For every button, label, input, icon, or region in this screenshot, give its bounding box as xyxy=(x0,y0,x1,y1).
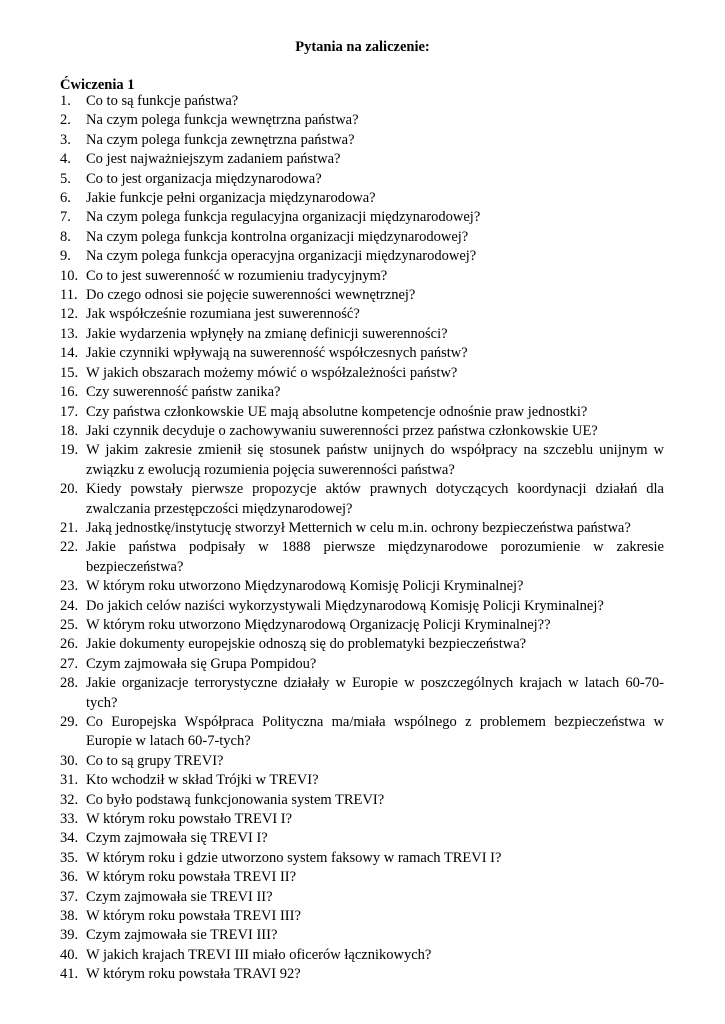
question-text: Czym zajmowała sie TREVI III? xyxy=(86,927,278,944)
question-number: 16. xyxy=(60,384,79,401)
question-item xyxy=(60,791,664,810)
question-item xyxy=(60,519,664,538)
question-item xyxy=(60,616,664,635)
question-number: 22. xyxy=(60,539,79,556)
question-item xyxy=(60,946,664,965)
question-item xyxy=(60,305,664,324)
section-heading: Ćwiczenia 1 xyxy=(60,77,135,93)
question-text: W jakich krajach TREVI III miało oficerów łącznikowych? xyxy=(86,946,432,963)
question-text: Na czym polega funkcja zewnętrzna państwa? xyxy=(86,131,355,148)
question-text: Co Europejska Współpraca Polityczna ma/miała wspólnego z problemem bezpieczeństwa w Europie w latach 60-7-tych? xyxy=(86,714,664,750)
question-text: Czym zajmowała sie TREVI II? xyxy=(86,888,273,905)
question-item xyxy=(60,247,664,266)
question-item xyxy=(60,383,664,402)
question-number: 40. xyxy=(60,946,79,963)
question-text: W którym roku powstała TRAVI 92? xyxy=(86,966,301,983)
question-text: Czy państwa członkowskie UE mają absolutne kompetencje odnośnie praw jednostki? xyxy=(86,403,588,420)
question-number: 29. xyxy=(60,714,79,730)
question-number: 28. xyxy=(60,675,79,692)
question-text: Czy suwerenność państw zanika? xyxy=(86,384,281,401)
question-item xyxy=(60,267,664,286)
question-item xyxy=(60,364,664,383)
question-number: 5. xyxy=(60,170,71,187)
question-number: 15. xyxy=(60,364,79,381)
question-item xyxy=(60,480,664,519)
question-number: 11. xyxy=(60,287,78,304)
question-number: 19. xyxy=(60,442,79,459)
question-item xyxy=(60,150,664,169)
question-number: 14. xyxy=(60,345,79,362)
question-text: W którym roku powstała TREVI II? xyxy=(86,869,297,886)
question-item xyxy=(60,655,664,674)
question-item xyxy=(60,131,664,150)
question-item xyxy=(60,849,664,868)
question-item xyxy=(60,92,664,111)
question-item xyxy=(60,888,664,907)
question-number: 3. xyxy=(60,131,71,148)
question-item xyxy=(60,538,664,577)
question-number: 18. xyxy=(60,422,79,439)
question-number: 41. xyxy=(60,966,79,983)
question-text: Jaką jednostkę/instytucję stworzył Metternich w celu m.in. ochrony bezpieczeństwa państwa? xyxy=(86,519,631,536)
question-number: 2. xyxy=(60,112,71,129)
question-number: 23. xyxy=(60,578,79,595)
question-item xyxy=(60,170,664,189)
question-text: Jakie państwa podpisały w 1888 pierwsze międzynarodowe porozumienie w zakresie bezpieczeństwa? xyxy=(86,539,664,575)
question-number: 9. xyxy=(60,248,71,265)
question-number: 17. xyxy=(60,403,79,420)
question-text: Jakie czynniki wpływają na suwerenność współczesnych państw? xyxy=(86,345,468,362)
question-number: 21. xyxy=(60,519,79,536)
question-number: 27. xyxy=(60,655,79,672)
question-text: Co to są funkcje państwa? xyxy=(86,93,239,109)
question-number: 32. xyxy=(60,791,79,808)
question-item xyxy=(60,752,664,771)
question-text: Na czym polega funkcja wewnętrzna państwa? xyxy=(86,112,359,129)
question-number: 34. xyxy=(60,830,79,847)
question-item xyxy=(60,713,664,752)
question-item xyxy=(60,965,664,984)
question-text: Jakie wydarzenia wpłynęły na zmianę definicji suwerenności? xyxy=(86,325,448,342)
question-list xyxy=(60,92,664,985)
question-text: W którym roku powstała TREVI III? xyxy=(86,908,301,925)
question-text: Jak współcześnie rozumiana jest suwerenność? xyxy=(86,306,360,323)
question-text: Co to są grupy TREVI? xyxy=(86,752,224,769)
question-item xyxy=(60,810,664,829)
question-number: 31. xyxy=(60,772,79,789)
question-text: W którym roku utworzono Międzynarodową Organizację Policji Kryminalnej?? xyxy=(86,616,551,633)
question-text: Jaki czynnik decyduje o zachowywaniu suwerenności przez państwa członkowskie UE? xyxy=(86,422,598,439)
question-item xyxy=(60,344,664,363)
question-item xyxy=(60,577,664,596)
question-number: 37. xyxy=(60,888,79,905)
question-item xyxy=(60,422,664,441)
question-number: 20. xyxy=(60,481,79,498)
question-number: 7. xyxy=(60,209,71,226)
question-text: Do czego odnosi sie pojęcie suwerenności wewnętrznej? xyxy=(86,287,416,304)
question-text: Co to jest suwerenność w rozumieniu tradycyjnym? xyxy=(86,267,388,284)
question-text: Jakie funkcje pełni organizacja międzynarodowa? xyxy=(86,190,376,207)
question-number: 10. xyxy=(60,267,79,284)
question-item xyxy=(60,635,664,654)
question-number: 8. xyxy=(60,228,71,245)
question-text: W jakich obszarach możemy mówić o współzależności państw? xyxy=(86,364,458,381)
question-item xyxy=(60,228,664,247)
question-number: 1. xyxy=(60,93,71,109)
question-number: 13. xyxy=(60,325,79,342)
question-number: 39. xyxy=(60,927,79,944)
question-item xyxy=(60,829,664,848)
question-item xyxy=(60,325,664,344)
question-number: 24. xyxy=(60,597,79,614)
question-item xyxy=(60,286,664,305)
question-number: 6. xyxy=(60,190,71,207)
question-item xyxy=(60,111,664,130)
question-text: Co jest najważniejszym zadaniem państwa? xyxy=(86,151,341,168)
question-item xyxy=(60,441,664,480)
question-text: Kto wchodził w skład Trójki w TREVI? xyxy=(86,772,319,789)
question-item xyxy=(60,868,664,887)
question-text: Czym zajmowała się Grupa Pompidou? xyxy=(86,655,317,672)
question-text: W którym roku utworzono Międzynarodową Komisję Policji Kryminalnej? xyxy=(86,578,524,595)
question-number: 35. xyxy=(60,849,79,866)
question-item xyxy=(60,771,664,790)
question-text: W jakim zakresie zmienił się stosunek państw unijnych do współpracy na szczeblu unijnym w związku z ewolucją rozumienia pojęcia suwerenności państwa? xyxy=(86,442,664,478)
page-title: Pytania na zaliczenie: xyxy=(295,39,430,55)
question-number: 12. xyxy=(60,306,79,323)
question-text: Na czym polega funkcja operacyjna organizacji międzynarodowej? xyxy=(86,248,477,265)
question-item xyxy=(60,403,664,422)
question-number: 25. xyxy=(60,616,79,633)
question-number: 30. xyxy=(60,752,79,769)
question-item xyxy=(60,926,664,945)
question-item xyxy=(60,189,664,208)
question-text: Co to jest organizacja międzynarodowa? xyxy=(86,170,322,187)
question-text: Kiedy powstały pierwsze propozycje aktów prawnych dotyczących koordynacji działań dla zwalczania przestępczości międzynarodowej? xyxy=(86,481,664,517)
question-text: Co było podstawą funkcjonowania system TREVI? xyxy=(86,791,385,808)
question-text: Na czym polega funkcja kontrolna organizacji międzynarodowej? xyxy=(86,228,469,245)
question-text: Jakie organizacje terrorystyczne działały w Europie w poszczególnych krajach w latach 60-70-tych? xyxy=(86,675,664,711)
question-item xyxy=(60,674,664,713)
question-text: Czym zajmowała się TREVI I? xyxy=(86,830,268,847)
question-text: Jakie dokumenty europejskie odnoszą się do problematyki bezpieczeństwa? xyxy=(86,636,527,653)
question-text: W którym roku powstało TREVI I? xyxy=(86,811,293,828)
question-text: Na czym polega funkcja regulacyjna organizacji międzynarodowej? xyxy=(86,209,481,226)
question-item xyxy=(60,597,664,616)
question-number: 26. xyxy=(60,636,79,653)
question-item xyxy=(60,907,664,926)
question-text: Do jakich celów naziści wykorzystywali Międzynarodową Komisję Policji Kryminalnej? xyxy=(86,597,604,614)
question-number: 38. xyxy=(60,908,79,925)
question-number: 33. xyxy=(60,811,79,828)
question-text: W którym roku i gdzie utworzono system faksowy w ramach TREVI I? xyxy=(86,849,502,866)
question-item xyxy=(60,208,664,227)
question-number: 4. xyxy=(60,151,71,168)
question-number: 36. xyxy=(60,869,79,886)
